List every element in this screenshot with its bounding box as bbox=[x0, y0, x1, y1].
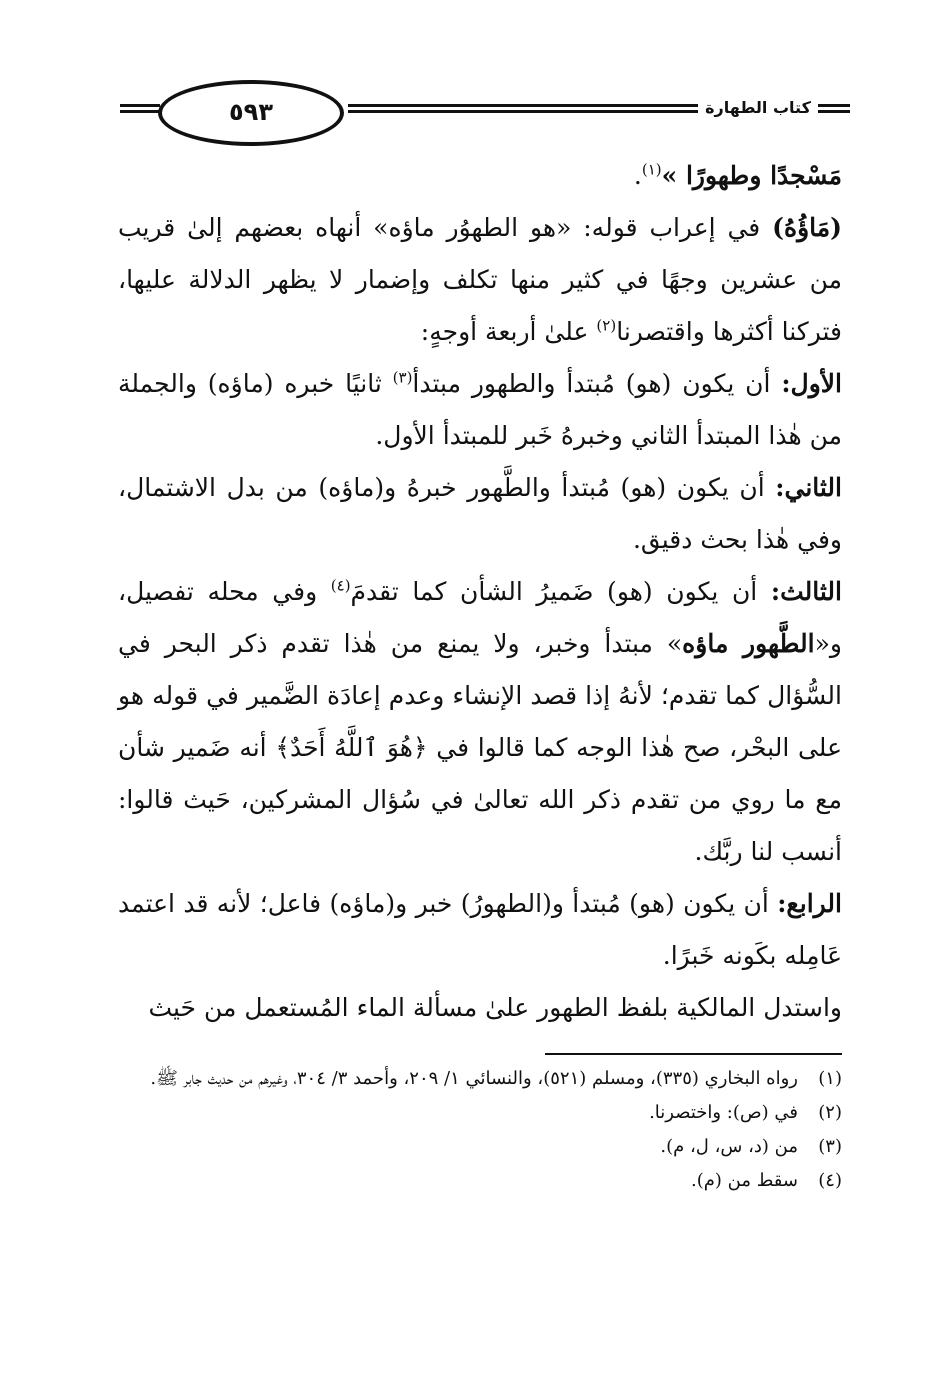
p4-end: » مبتدأ وخبر، ولا يمنع من هٰذا تقدم ذكر البحر في السُّؤال كما تقدم؛ لأنهُ إذا قصد الإنشاء وعدم إعادَة الضَّمير في قوله هو على البحْر، صح هٰذا الوجه كما قالوا في ﴿هُوَ ٱللَّهُ أَحَدٌ﴾ أنه ضَمير شأن مع ما روي من تقدم ذكر الله تعالىٰ في سُؤال المشركين، حَيث قالوا: أنسب لنا ربَّك. bbox=[118, 629, 842, 866]
p2-text: أن يكون (هو) مُبتدأ والطهور مبتدأ bbox=[412, 369, 782, 398]
footnote-text: سقط من (م). bbox=[691, 1170, 798, 1191]
footnote-text: رواه البخاري (٣٣٥)، ومسلم (٥٢١)، والنسائي ١/ ٢٠٩، وأحمد ٣/ ٣٠٤، وغيرهم من حديث جابر ﷺ. bbox=[150, 1068, 798, 1089]
footnote-separator bbox=[545, 1053, 842, 1055]
p4-text: أن يكون (هو) ضَميرُ الشأن كما تقدمَ bbox=[350, 577, 771, 606]
paragraph-2 bbox=[118, 358, 842, 462]
p4-mid: وفي محله تفصيل، و« bbox=[118, 577, 842, 658]
footnote-3 bbox=[118, 1130, 842, 1164]
p3-lead: الثاني: bbox=[775, 473, 842, 502]
paragraph-3 bbox=[118, 462, 842, 566]
p5-lead: الرابع: bbox=[777, 889, 842, 918]
page-header bbox=[120, 80, 850, 150]
footnote-number: (٢) bbox=[818, 1102, 842, 1123]
header-rule-middle bbox=[348, 104, 758, 116]
paragraph-1 bbox=[118, 202, 842, 358]
footnote-ref-1: (١) bbox=[641, 160, 662, 179]
header-rule-left bbox=[120, 104, 160, 116]
footnote-text: في (ص): واختصرنا. bbox=[649, 1102, 798, 1123]
p6-text: واستدل المالكية بلفظ الطهور علىٰ مسألة الماء المُستعمل من حَيث bbox=[148, 993, 842, 1022]
page-number-frame bbox=[158, 80, 344, 146]
page-number: ٥٩٣ bbox=[229, 98, 273, 126]
paragraph-6 bbox=[118, 982, 842, 1034]
p1-end: علىٰ أربعة أوجهٍ: bbox=[420, 317, 597, 346]
p1-text: في إعراب قوله: «هو الطهوُر ماؤه» أنهاه بعضهم إلىٰ قريب من عشرين وجهًا في كثير منها تكلف وإضمار لا يظهر الدلالة عليها، فتركنا أكثرها واقتصرنا bbox=[118, 213, 842, 346]
footnote-1 bbox=[118, 1062, 842, 1096]
footnote-ref-3: (٣) bbox=[392, 368, 413, 387]
running-title: كتاب الطهارة bbox=[698, 98, 818, 117]
p2-lead: الأول: bbox=[781, 369, 842, 398]
footnote-number: (٣) bbox=[818, 1136, 842, 1157]
footnote-ref-2: (٢) bbox=[596, 316, 617, 335]
main-text bbox=[118, 150, 842, 1034]
footnote-ref-4: (٤) bbox=[330, 576, 351, 595]
p5-text: أن يكون (هو) مُبتدأ و(الطهورُ) خبر و(ماؤه) فاعل؛ لأنه قد اعتمد عَامِله بكَونه خَبرًا. bbox=[118, 889, 842, 970]
paragraph-4 bbox=[118, 566, 842, 878]
footnote-number: (١) bbox=[818, 1068, 842, 1089]
p4-lead: الثالث: bbox=[770, 577, 842, 606]
footnote-number: (٤) bbox=[818, 1170, 842, 1191]
p4-bold: الطَّهور ماؤه bbox=[682, 629, 815, 658]
footnote-text: من (د، س، ل، م). bbox=[660, 1136, 798, 1157]
footnote-2 bbox=[118, 1096, 842, 1130]
p2-end: ثانيًا خبره (ماؤه) والجملة من هٰذا المبتدأ الثاني وخبرهُ خَبر للمبتدأ الأول. bbox=[118, 369, 842, 450]
paragraph-0 bbox=[118, 150, 842, 202]
p3-text: أن يكون (هو) مُبتدأ والطَّهور خبرهُ و(ماؤه) من بدل الاشتمال، وفي هٰذا بحث دقيق. bbox=[118, 473, 842, 554]
p1-lead: (مَاؤُهُ) bbox=[772, 213, 842, 242]
p0-text: مَسْجدًا وطهورًا » bbox=[661, 161, 842, 190]
footnotes bbox=[118, 1062, 842, 1198]
footnote-4 bbox=[118, 1164, 842, 1198]
p0-end: . bbox=[633, 161, 642, 190]
paragraph-5 bbox=[118, 878, 842, 982]
